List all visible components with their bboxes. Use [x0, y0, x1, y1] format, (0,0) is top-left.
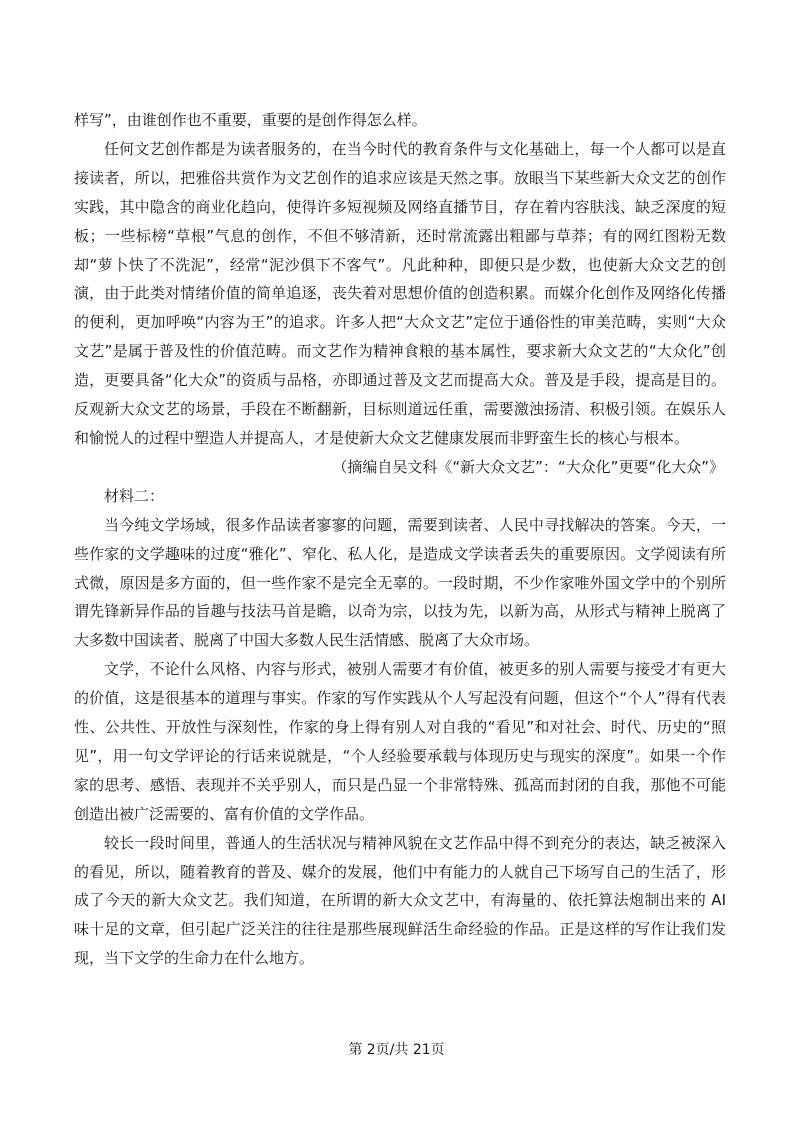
paragraph-continuation: 样写”，由谁创作也不重要，重要的是创作得怎么样。: [74, 111, 427, 129]
material-two-heading: 材料二：: [104, 486, 165, 505]
source-citation: （摘编自吴文科《“新大众文艺”：“大众化”更要“化大众”》: [332, 457, 724, 476]
page-number-footer: 第 2页/共 21页: [348, 1042, 445, 1058]
paragraph-pure-literature: 当今纯文学场域，很多作品读者寥寥的问题，需要到读者、人民中寻找解决的答案。今天，一些作家的文学趣味的过度“雅化”、窄化、私人化，是造成文学读者丢失的重要原因。文学阅读有所式微，原因是多方面的，但一些作家不是完全无辜的。一段时期，不少作家唯外国文学中的个别所谓先锋新异作品的旨趣与技法马首是瞻，以奇为宗，以技为先，以新为高，从形式与精神上脱离了大多数中国读者、脱离了中国大多数人民生活情感、脱离了大众市场。: [74, 515, 726, 650]
paragraph-reader-service: 任何文艺创作都是为读者服务的，在当今时代的教育条件与文化基础上，每一个人都可以是直接读者，所以，把雅俗共赏作为文艺创作的追求应该是天然之事。放眼当下某些新大众文艺的创作实践，其中隐含的商业化趋向，使得许多短视频及网络直播节目，存在着内容肤浅、缺乏深度的短板；一些标榜“草根”气息的创作，不但不够清新，还时常流露出粗鄙与草莽；有的网红图粉无数却“萝卜快了不洗泥”，经常“泥沙俱下不客气”。凡此种种，即便只是少数，也使新大众文艺的创演，由于此类对情绪价值的简单追逐，丧失着对思想价值的创造积累。而媒介化创作及网络化传播的便利，更加呼唤“内容为王”的追求。许多人把“大众文艺”定位于通俗性的审美范畴，实则“大众文艺”是属于普及性的价值范畴。而文艺作为精神食粮的基本属性，要求新大众文艺的“大众化”创造，更要具备“化大众”的资质与品格，亦即通过普及文艺而提高大众。普及是手段，提高是目的。反观新大众文艺的场景，手段在不断翻新，目标则道远任重，需要激浊扬清、积极引领。在娱乐人和愉悦人的过程中塑造人并提高人，才是使新大众文艺健康发展而非野蛮生长的核心与根本。: [74, 139, 726, 447]
paragraph-literature-value: 文学，不论什么风格、内容与形式，被别人需要才有价值，被更多的别人需要与接受才有更大的价值，这是很基本的道理与事实。作家的写作实践从个人写起没有问题，但这个“个人”得有代表性、公共性、开放性与深刻性，作家的身上得有别人对自我的“看见”和对社会、时代、历史的“照见”，用一句文学评论的行话来说就是，“个人经验要承载与体现历史与现实的深度”。如果一个作家的思考、感悟、表现并不关乎别人，而只是凸显一个非常特殊、孤高而封闭的自我，那他不可能创造出被广泛需要的、富有价值的文学作品。: [74, 660, 726, 823]
document-body: [74, 106, 726, 973]
paragraph-ordinary-people: 较长一段时间里，普通人的生活状况与精神风貌在文艺作品中得不到充分的表达，缺乏被深入的看见，所以，随着教育的普及、媒介的发展，他们中有能力的人就自己下场写自己的生活了，形成了今天的新大众文艺。我们知道，在所谓的新大众文艺中，有海量的、依托算法炮制出来的 AI 味十足的文章，但引起广泛关注的往往是那些展现鲜活生命经验的作品。正是这样的写作让我们发现，当下文学的生命力在什么地方。: [74, 833, 726, 968]
